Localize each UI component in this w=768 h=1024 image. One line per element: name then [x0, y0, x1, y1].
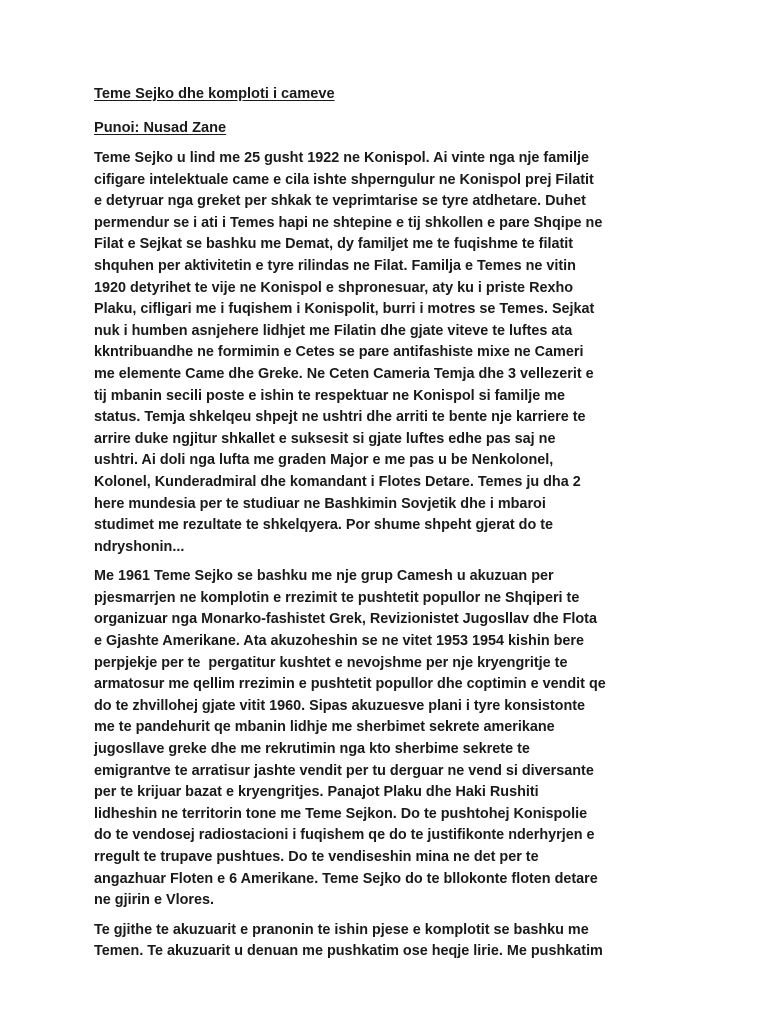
text-line: ushtri. Ai doli nga lufta me graden Major e me pas u be Nenkolonel, — [94, 452, 554, 469]
text-line: arrire duke ngjitur shkallet e suksesit si gjate luftes edhe pas saj ne — [94, 430, 556, 447]
text-line: organizuar nga Monarko-fashistet Grek, Revizionistet Jugosllav dhe Flota — [94, 611, 597, 628]
text-line: nuk i humben asnjehere lidhjet me Filatin dhe gjate viteve te luftes ata — [94, 322, 573, 339]
text-line: shquhen per aktivitetin e tyre rilindas ne Filat. Familja e Temes ne vitin — [94, 257, 576, 274]
text-line: armatosur me qellim rrezimin e pushtetit popullor dhe coptimin e vendit qe — [94, 676, 606, 693]
text-line: permendur se i ati i Temes hapi ne shtepine e tij shkollen e pare Shqipe ne — [94, 214, 603, 231]
text-line: e detyruar nga greket per shkak te veprimtarise se tyre atdhetare. Duhet — [94, 193, 586, 210]
text-line: studimet me rezultate te shkelqyera. Por shume shpeht gjerat do te — [94, 517, 554, 534]
text-line: kkntribuandhe ne formimin e Cetes se pare antifashiste mixe ne Cameri — [94, 344, 584, 361]
text-line: Plaku, cifligari me i fuqishem i Konispolit, burri i motres se Temes. Sejkat — [94, 301, 595, 318]
text-line: me elemente Came dhe Greke. Ne Ceten Cameria Temja dhe 3 vellezerit e — [94, 365, 594, 382]
text-line: tij mbanin secili poste e ishin te respektuar ne Konispol si familje me — [94, 387, 566, 404]
document-author: Punoi: Nusad Zane — [94, 120, 227, 136]
text-line: Me 1961 Teme Sejko se bashku me nje grup Camesh u akuzuan per — [94, 568, 554, 585]
text-line: 1920 detyrihet te vije ne Konispol e shpronesuar, aty ku i priste Rexho — [94, 279, 574, 296]
text-line: angazhuar Floten e 6 Amerikane. Teme Sejko do te bllokonte floten detare — [94, 870, 598, 887]
paragraph — [94, 920, 678, 963]
document-page — [94, 84, 678, 971]
text-line: lidheshin ne territorin tone me Teme Sejkon. Do te pushtohej Konispolie — [94, 805, 588, 822]
text-line: ne gjirin e Vlores. — [94, 892, 214, 909]
text-line: Teme Sejko u lind me 25 gusht 1922 ne Konispol. Ai vinte nga nje familje — [94, 150, 590, 166]
text-line: jugosllave greke dhe me rekrutimin nga kto sherbime sekrete te — [94, 741, 530, 758]
text-line: Te gjithe te akuzuarit e pranonin te ishin pjese e komplotit se bashku me — [94, 921, 589, 938]
text-line: e Gjashte Amerikane. Ata akuzoheshin se ne vitet 1953 1954 kishin bere — [94, 633, 585, 650]
document-title: Teme Sejko dhe komploti i cameve — [94, 86, 335, 102]
text-line: Temen. Te akuzuarit u denuan me pushkatim ose heqje lirie. Me pushkatim — [94, 943, 603, 960]
text-line: perpjekje per te pergatitur kushtet e nevojshme per nje kryengritje te — [94, 654, 568, 671]
text-line: pjesmarrjen ne komplotin e rrezimit te pushtetit popullor ne Shqiperi te — [94, 589, 580, 606]
text-line: me te pandehurit qe mbanin lidhje me sherbimet sekrete amerikane — [94, 719, 555, 736]
text-line: per te krijuar bazat e kryengritjes. Panajot Plaku dhe Haki Rushiti — [94, 784, 539, 801]
text-line: here mundesia per te studiuar ne Bashkimin Sovjetik dhe i mbaroi — [94, 495, 546, 512]
text-line: status. Temja shkelqeu shpejt ne ushtri dhe arriti te bente nje karriere te — [94, 409, 586, 426]
text-line: emigrantve te arratisur jashte vendit per tu derguar ne vend si diversante — [94, 762, 594, 779]
text-line: ndryshonin... — [94, 538, 185, 555]
text-line: do te zhvillohej gjate vitit 1960. Sipas akuzuesve plani i tyre konsistonte — [94, 697, 586, 714]
text-line: Kolonel, Kunderadmiral dhe komandant i Flotes Detare. Temes ju dha 2 — [94, 473, 581, 490]
text-line: cifigare intelektuale came e cila ishte shperngulur ne Konispol prej Filatit — [94, 171, 594, 188]
paragraph — [94, 566, 678, 912]
text-line: Filat e Sejkat se bashku me Demat, dy familjet me te fuqishme te filatit — [94, 236, 574, 253]
paragraph — [94, 148, 678, 558]
text-line: rregult te trupave pushtues. Do te vendiseshin mina ne det per te — [94, 849, 539, 865]
document-body — [94, 148, 678, 963]
text-line: do te vendosej radiostacioni i fuqishem qe do te justifikonte nderhyrjen e — [94, 827, 595, 844]
